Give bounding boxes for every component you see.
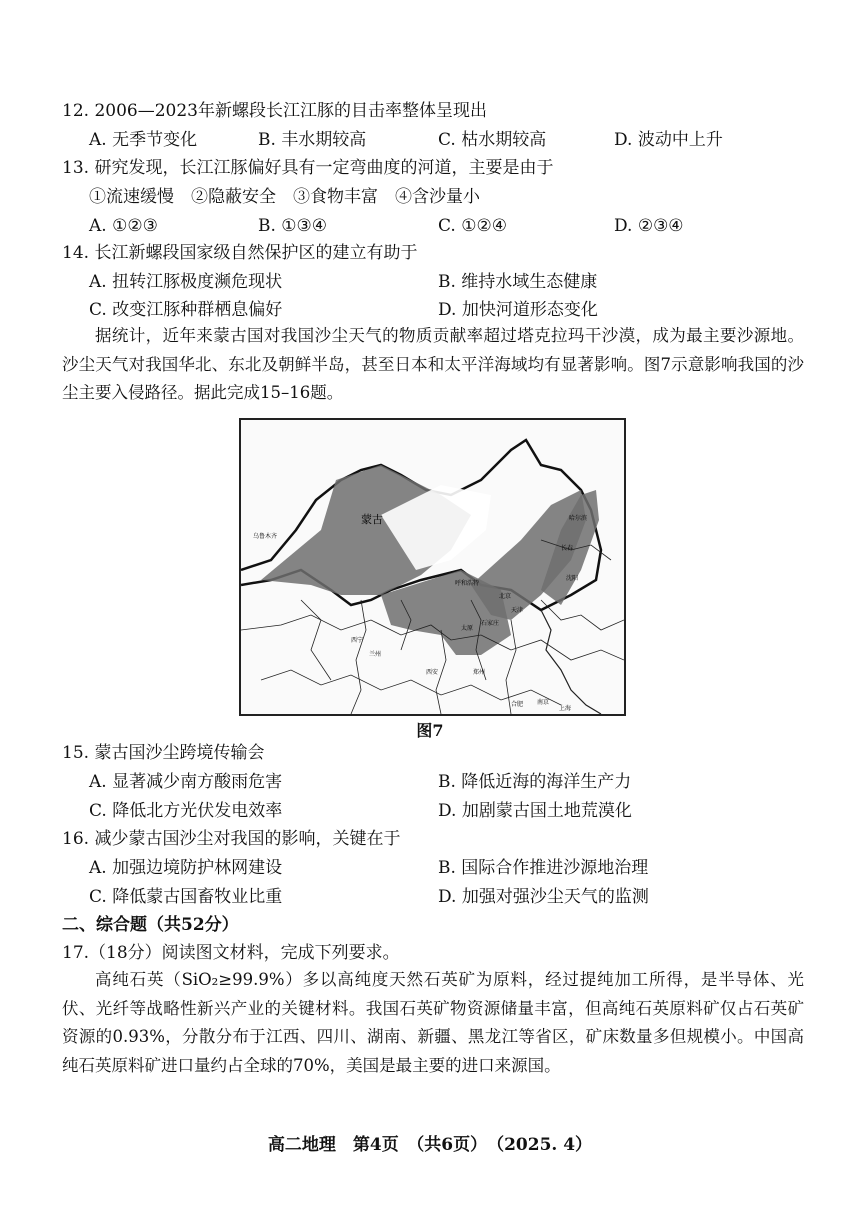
q14-option-c: C. 改变江豚种群栖息偏好 <box>89 300 283 320</box>
map-svg <box>241 420 624 714</box>
coastline <box>541 610 601 714</box>
map-label-lanzhou: 兰州 <box>369 651 382 658</box>
q14-stem: 14. 长江新螺段国家级自然保护区的建立有助于 <box>62 243 418 263</box>
map-label-tianjin: 天津 <box>511 607 524 614</box>
map-label-zhengzhou: 郑州 <box>473 669 486 676</box>
q13-option-d: D. ②③④ <box>614 216 684 236</box>
q13-option-a: A. ①②③ <box>89 216 158 236</box>
map-label-nanjing: 南京 <box>537 699 550 706</box>
q15-stem: 15. 蒙古国沙尘跨境传输会 <box>62 743 265 763</box>
q13-items: ①流速缓慢 ②隐蔽安全 ③食物丰富 ④含沙量小 <box>89 187 480 207</box>
map-label-taiyuan: 太原 <box>461 625 474 632</box>
q16-option-a: A. 加强边境防护林网建设 <box>89 858 283 878</box>
q12-option-d: D. 波动中上升 <box>614 130 723 150</box>
map-label-xining: 西宁 <box>351 637 364 644</box>
q16-stem: 16. 减少蒙古国沙尘对我国的影响，关键在于 <box>62 829 401 849</box>
q13-option-c: C. ①②④ <box>438 216 507 236</box>
q13-option-b: B. ①③④ <box>258 216 328 236</box>
q13-stem: 13. 研究发现，长江江豚偏好具有一定弯曲度的河道，主要是由于 <box>62 158 554 178</box>
map-label-xian: 西安 <box>426 669 439 676</box>
map-label-harbin: 哈尔滨 <box>569 515 588 522</box>
q15-option-b: B. 降低近海的海洋生产力 <box>438 772 632 792</box>
map-label-urumqi: 乌鲁木齐 <box>253 533 278 540</box>
map-label-hohhot: 呼和浩特 <box>455 580 480 587</box>
q14-option-d: D. 加快河道形态变化 <box>438 300 598 320</box>
passage-dust: 据统计，近年来蒙古国对我国沙尘天气的物质贡献率超过塔克拉玛干沙漠，成为最主要沙源地。沙尘天气对我国华北、东北及朝鲜半岛，甚至日本和太平洋海域均有显著影响。图7示意影响我国的沙尘主要入侵路径。据此完成15–16题。 <box>62 326 804 402</box>
page-footer: 高二地理 第4页 （共6页） （2025. 4） <box>267 1135 593 1155</box>
map-label-mongolia: 蒙古 <box>361 513 383 526</box>
q12-option-c: C. 枯水期较高 <box>438 130 547 150</box>
q14-option-a: A. 扭转江豚极度濒危现状 <box>89 272 283 292</box>
q12-option-a: A. 无季节变化 <box>89 130 198 150</box>
q16-option-c: C. 降低蒙古国畜牧业比重 <box>89 887 283 907</box>
q15-option-c: C. 降低北方光伏发电效率 <box>89 801 283 821</box>
q16-option-d: D. 加强对强沙尘天气的监测 <box>438 887 649 907</box>
map-label-shijiazhuang: 石家庄 <box>481 620 500 627</box>
q15-option-d: D. 加剧蒙古国土地荒漠化 <box>438 801 632 821</box>
dust-path-map <box>239 418 626 716</box>
map-label-changchun: 长春 <box>561 545 574 552</box>
q16-option-b: B. 国际合作推进沙源地治理 <box>438 858 649 878</box>
q17-passage: 高纯石英（SiO₂≥99.9%）多以高纯度天然石英矿为原料，经过提纯加工所得，是半导体、光伏、光纤等战略性新兴产业的关键材料。我国石英矿物资源储量丰富，但高纯石英原料矿仅占石英矿资源的0.93%，分散分布于江西、四川、湖南、新疆、黑龙江等省区，矿床数量多但规模小。中国高纯石英原料矿进口量约占全球的70%，美国是最主要的进口来源国。 <box>62 970 804 1075</box>
q12-option-b: B. 丰水期较高 <box>258 130 367 150</box>
map-label-shanghai: 上海 <box>559 705 572 712</box>
map-label-beijing: 北京 <box>499 593 512 600</box>
q14-option-b: B. 维持水域生态健康 <box>438 272 598 292</box>
figure-caption: 图7 <box>416 721 444 740</box>
q17-stem: 17.（18分）阅读图文材料，完成下列要求。 <box>62 943 400 963</box>
map-label-hefei: 合肥 <box>511 701 524 708</box>
q12-stem: 12. 2006—2023年新螺段长江江豚的目击率整体呈现出 <box>62 101 487 121</box>
q15-option-a: A. 显著减少南方酸雨危害 <box>89 772 283 792</box>
map-label-shenyang: 沈阳 <box>566 575 579 582</box>
section-heading: 二、综合题（共52分） <box>62 915 239 935</box>
